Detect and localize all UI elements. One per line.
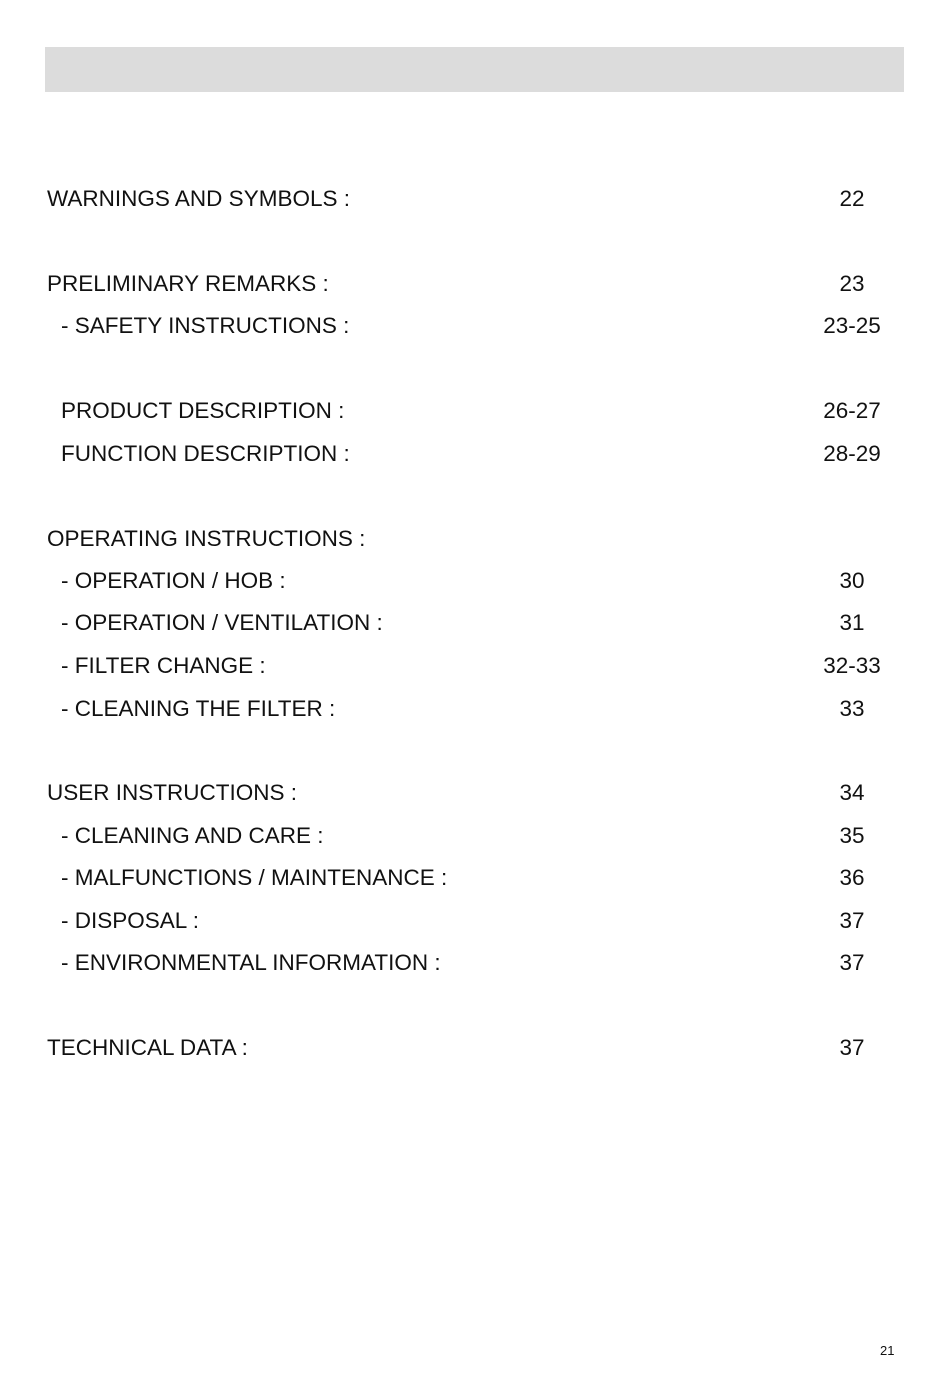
toc-entry-page: 23	[839, 271, 865, 296]
toc-entry-filter-change[interactable]	[0, 651, 950, 681]
toc-entry-page: 33	[839, 696, 865, 721]
toc-entry-cleaning-the-filter[interactable]	[0, 694, 950, 724]
toc-entry-label: - SAFETY INSTRUCTIONS :	[61, 313, 350, 338]
page-number: 21	[880, 1343, 895, 1358]
toc-entry-cleaning-and-care[interactable]	[0, 821, 950, 851]
toc-entry-warnings-and-symbols[interactable]	[0, 184, 950, 214]
toc-entry-label: PRELIMINARY REMARKS :	[47, 271, 329, 296]
toc-entry-page: 37	[839, 1035, 865, 1060]
toc-entry-page: 36	[839, 865, 865, 890]
toc-entry-label: USER INSTRUCTIONS :	[47, 780, 298, 805]
toc-entry-disposal[interactable]	[0, 906, 950, 936]
toc-entry-operation-ventilation[interactable]	[0, 608, 950, 638]
toc-entry-technical-data[interactable]	[0, 1033, 950, 1063]
toc-entry-page: 22	[839, 186, 865, 211]
toc-entry-function-description[interactable]	[0, 439, 950, 469]
toc-entry-page: 28-29	[823, 441, 881, 466]
toc-entry-page: 37	[839, 950, 865, 975]
toc-entry-page: 32-33	[823, 653, 881, 678]
toc-entry-label: - MALFUNCTIONS / MAINTENANCE :	[61, 865, 448, 890]
toc-entry-label: FUNCTION DESCRIPTION :	[61, 441, 350, 466]
toc-entry-preliminary-remarks[interactable]	[0, 269, 950, 299]
toc-entry-label: - CLEANING THE FILTER :	[61, 696, 336, 721]
toc-entry-label: - DISPOSAL :	[61, 908, 199, 933]
toc-entry-operation-hob[interactable]	[0, 566, 950, 596]
toc-entry-label: - CLEANING AND CARE :	[61, 823, 324, 848]
toc-entry-environmental-information[interactable]	[0, 948, 950, 978]
toc-entry-label: TECHNICAL DATA :	[47, 1035, 248, 1060]
toc-entry-label: - FILTER CHANGE :	[61, 653, 266, 678]
toc-entry-page: 37	[839, 908, 865, 933]
toc-entry-label: WARNINGS AND SYMBOLS :	[47, 186, 350, 211]
toc-entry-malfunctions-maintenance[interactable]	[0, 863, 950, 893]
toc-entry-page: 23-25	[823, 313, 881, 338]
toc-entry-label: - OPERATION / HOB :	[61, 568, 286, 593]
toc-entry-label: PRODUCT DESCRIPTION :	[61, 398, 345, 423]
toc-entry-page: 31	[839, 610, 865, 635]
toc-entry-page: 35	[839, 823, 865, 848]
toc-entry-operating-instructions[interactable]	[0, 524, 950, 554]
toc-entry-page: 30	[839, 568, 865, 593]
toc-entry-label: - ENVIRONMENTAL INFORMATION :	[61, 950, 441, 975]
toc-entry-page: 34	[839, 780, 865, 805]
toc-entry-label: OPERATING INSTRUCTIONS :	[47, 526, 366, 551]
toc-entry-user-instructions[interactable]	[0, 778, 950, 808]
toc-entry-label: - OPERATION / VENTILATION :	[61, 610, 383, 635]
header-bar	[45, 47, 904, 92]
toc-entry-safety-instructions[interactable]	[0, 311, 950, 341]
toc-entry-page: 26-27	[823, 398, 881, 423]
toc-entry-product-description[interactable]	[0, 396, 950, 426]
